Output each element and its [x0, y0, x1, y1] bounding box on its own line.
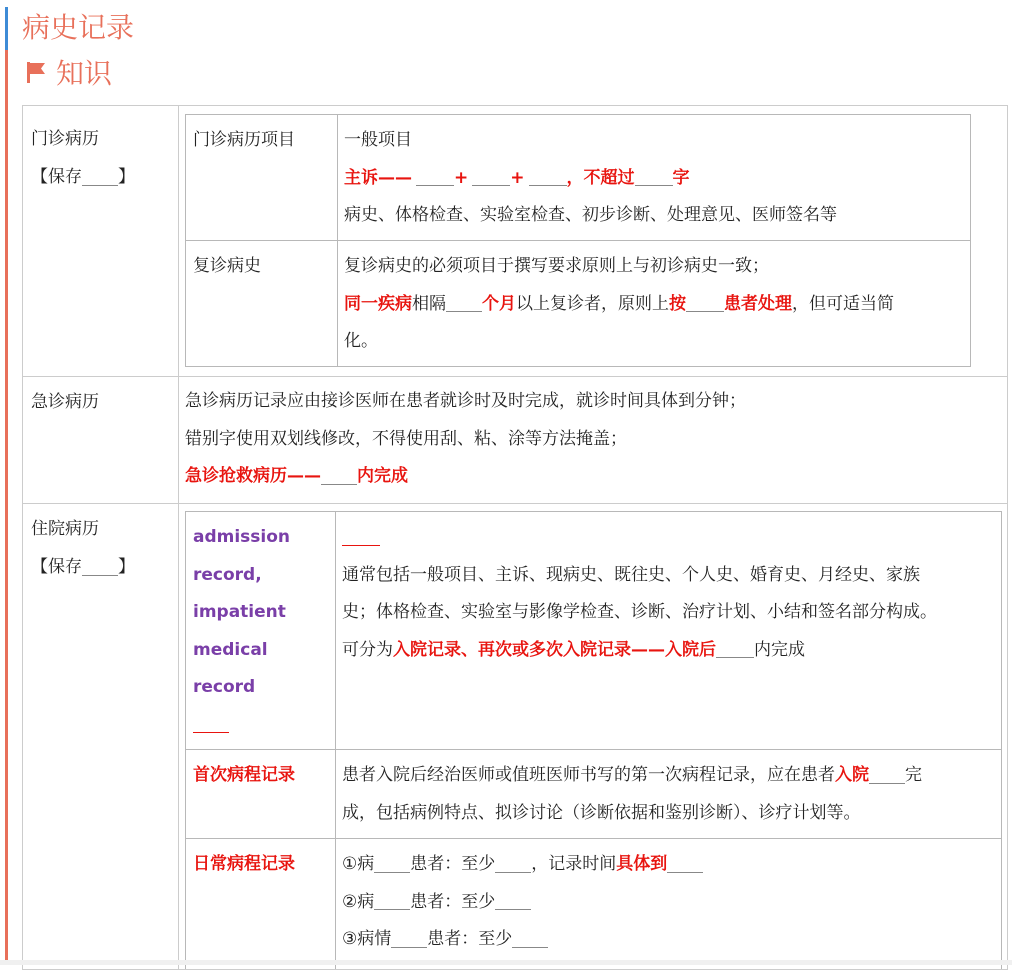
blank [82, 166, 118, 186]
inpatient-subtable [185, 511, 1002, 969]
blank [342, 526, 380, 546]
page-title: 病史记录 [22, 11, 135, 44]
blank [635, 167, 673, 187]
first-course-line-2: 成，包括病例特点、拟诊讨论（诊断依据和鉴别诊断）、诊疗计划等。 [342, 802, 861, 823]
blank [716, 639, 754, 659]
admission-label-line: record [193, 677, 256, 697]
outpatient-save-note: 【保存 】 [31, 167, 135, 187]
outpatient-items-row [186, 115, 971, 241]
blank [512, 928, 548, 948]
admission-line-2: 史；体格检查、实验室与影像学检查、诊断、治疗计划、小结和签名部分构成。 [342, 602, 937, 622]
first-course-label: 首次病程记录 [193, 765, 295, 785]
daily-course-line-3: ③病情 患者：至少 [342, 921, 1001, 959]
outpatient-row [23, 106, 1008, 377]
first-course-row [186, 750, 1002, 839]
blank [446, 293, 482, 313]
general-items-line: 一般项目 [344, 130, 412, 150]
blank [416, 167, 454, 187]
follow-up-line-1: 复诊病史的必须项目于撰写要求原则上与初诊病史一致； [344, 256, 769, 276]
daily-course-label: 日常病程记录 [193, 854, 295, 874]
flag-icon [26, 61, 46, 83]
blank [374, 853, 410, 873]
emergency-label: 急诊病历 [31, 392, 99, 412]
content-accent-bar [5, 50, 8, 965]
blank [82, 556, 118, 576]
admission-line-3: 可分为入院记录、再次或多次入院记录——入院后 内完成 [342, 639, 805, 660]
chief-complaint-line: 主诉—— + + ，不超过 字 [344, 167, 690, 188]
admission-label-line: impatient [193, 602, 286, 622]
blank [495, 891, 531, 911]
admission-row [186, 512, 1002, 750]
admission-label-line: admission [193, 527, 291, 547]
follow-up-label: 复诊病史 [193, 256, 261, 276]
emergency-line-2: 错别字使用双划线修改，不得使用刮、粘、涂等方法掩盖； [185, 428, 627, 449]
blank [869, 764, 905, 784]
blank [472, 167, 510, 187]
section-heading-label: 知识 [56, 57, 113, 90]
blank [529, 167, 567, 187]
section-heading [26, 54, 112, 90]
follow-up-line-3: 化。 [344, 331, 378, 351]
blank [321, 465, 357, 485]
outpatient-label-cell [23, 106, 178, 196]
daily-course-row [186, 839, 1002, 969]
follow-up-row [186, 241, 971, 367]
inpatient-label: 住院病历 [31, 519, 99, 539]
inpatient-row [23, 504, 1008, 970]
blank [391, 928, 427, 948]
history-items-line: 病史、体格检查、实验室检查、初步诊断、处理意见、医师签名等 [344, 205, 837, 225]
blank [374, 891, 410, 911]
admission-label-line: medical [193, 639, 268, 660]
blank [686, 293, 724, 313]
outpatient-items-label: 门诊病历项目 [193, 130, 295, 150]
emergency-row [23, 377, 1008, 504]
admission-line-1: 通常包括一般项目、主诉、现病史、既往史、个人史、婚育史、月经史、家族 [342, 564, 920, 585]
blank [495, 853, 531, 873]
outpatient-subtable [185, 114, 971, 367]
blank [193, 714, 229, 734]
inpatient-save-note: 【保存 】 [31, 557, 135, 577]
bottom-scroll-edge [0, 960, 1012, 965]
outpatient-label: 门诊病历 [31, 129, 99, 149]
emergency-line-1: 急诊病历记录应由接诊医师在患者就诊时及时完成，就诊时间具体到分钟； [185, 391, 746, 411]
admission-label-line: record, [193, 564, 262, 585]
knowledge-table [22, 105, 1008, 970]
daily-course-line-1: ①病 患者：至少 ，记录时间具体到 [342, 846, 1001, 884]
blank [667, 853, 703, 873]
emergency-line-3: 急诊抢救病历—— 内完成 [185, 466, 408, 486]
first-course-line-1: 患者入院后经治医师或值班医师书写的第一次病程记录，应在患者入院 完 [342, 765, 922, 785]
daily-course-line-2: ②病 患者：至少 [342, 884, 1001, 922]
header-accent-bar-blue [5, 7, 8, 50]
follow-up-line-2: 同一疾病相隔 个月以上复诊者，原则上按 患者处理，但可适当简 [344, 293, 894, 314]
